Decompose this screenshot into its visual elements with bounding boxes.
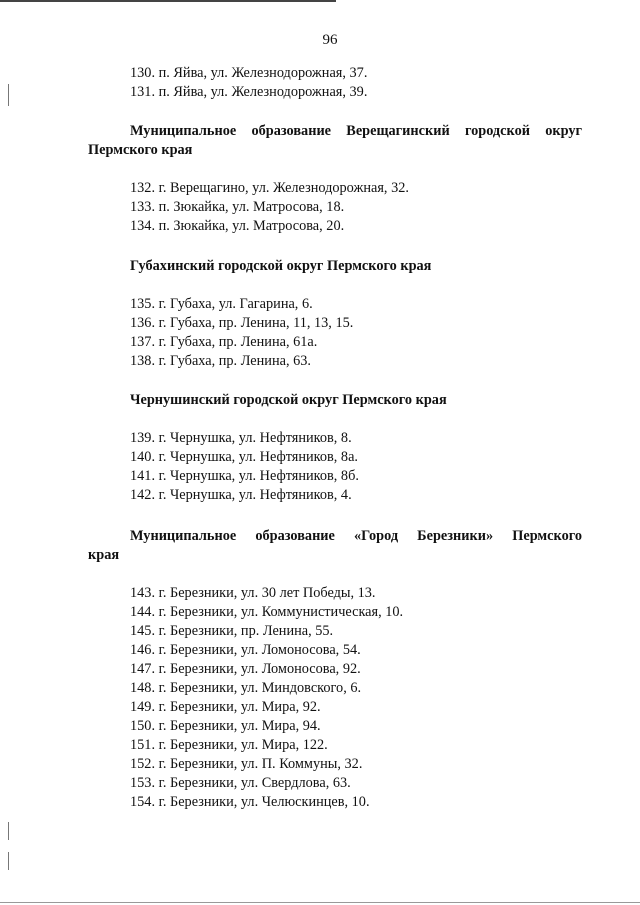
list-item: 138. г. Губаха, пр. Ленина, 63. xyxy=(130,353,311,369)
list-item: 141. г. Чернушка, ул. Нефтяников, 8б. xyxy=(130,468,359,484)
section-heading: Чернушинский городской округ Пермского края xyxy=(130,392,447,408)
scan-margin-mark xyxy=(8,822,9,840)
list-item: 146. г. Березники, ул. Ломоносова, 54. xyxy=(130,642,361,658)
section-heading: Муниципальное образование Верещагинский городской округ xyxy=(130,123,582,139)
scan-margin-mark xyxy=(8,84,9,106)
list-item: 144. г. Березники, ул. Коммунистическая, 10. xyxy=(130,604,404,620)
scan-edge-bottom xyxy=(0,902,640,903)
list-item: 154. г. Березники, ул. Челюскинцев, 10. xyxy=(130,794,370,810)
section-heading-continuation: Пермского края xyxy=(88,142,193,158)
scan-edge-top xyxy=(0,0,336,2)
list-item: 142. г. Чернушка, ул. Нефтяников, 4. xyxy=(130,487,352,503)
list-item: 135. г. Губаха, ул. Гагарина, 6. xyxy=(130,296,313,312)
list-item: 134. п. Зюкайка, ул. Матросова, 20. xyxy=(130,218,345,234)
list-item: 148. г. Березники, ул. Миндовского, 6. xyxy=(130,680,362,696)
list-item: 151. г. Березники, ул. Мира, 122. xyxy=(130,737,328,753)
page-number: 96 xyxy=(322,32,338,48)
list-item: 152. г. Березники, ул. П. Коммуны, 32. xyxy=(130,756,363,772)
list-item: 133. п. Зюкайка, ул. Матросова, 18. xyxy=(130,199,345,215)
list-item: 150. г. Березники, ул. Мира, 94. xyxy=(130,718,321,734)
list-item: 147. г. Березники, ул. Ломоносова, 92. xyxy=(130,661,361,677)
list-item: 131. п. Яйва, ул. Железнодорожная, 39. xyxy=(130,84,368,100)
list-item: 137. г. Губаха, пр. Ленина, 61а. xyxy=(130,334,318,350)
list-item: 130. п. Яйва, ул. Железнодорожная, 37. xyxy=(130,65,368,81)
list-item: 149. г. Березники, ул. Мира, 92. xyxy=(130,699,321,715)
list-item: 145. г. Березники, пр. Ленина, 55. xyxy=(130,623,334,639)
section-heading: Муниципальное образование «Город Березники» Пермского xyxy=(130,528,582,544)
list-item: 132. г. Верещагино, ул. Железнодорожная, 32. xyxy=(130,180,409,196)
list-item: 153. г. Березники, ул. Свердлова, 63. xyxy=(130,775,351,791)
list-item: 140. г. Чернушка, ул. Нефтяников, 8а. xyxy=(130,449,358,465)
scan-margin-mark xyxy=(8,852,9,870)
list-item: 136. г. Губаха, пр. Ленина, 11, 13, 15. xyxy=(130,315,354,331)
section-heading: Губахинский городской округ Пермского края xyxy=(130,258,432,274)
list-item: 139. г. Чернушка, ул. Нефтяников, 8. xyxy=(130,430,352,446)
list-item: 143. г. Березники, ул. 30 лет Победы, 13. xyxy=(130,585,376,601)
section-heading-continuation: края xyxy=(88,547,120,563)
